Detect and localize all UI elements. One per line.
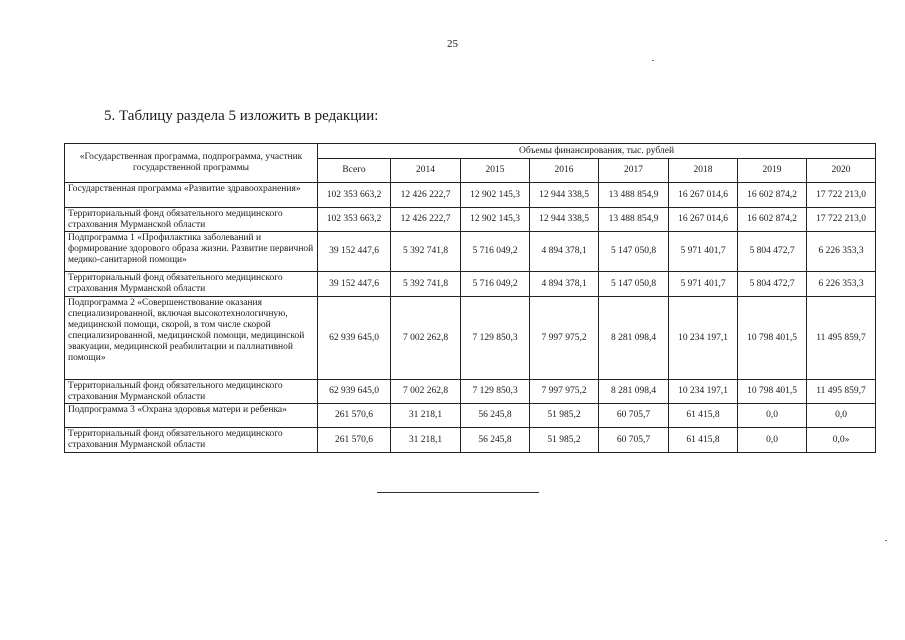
cell-2019: 10 798 401,5	[738, 297, 807, 380]
column-header-2020: 2020	[807, 159, 876, 183]
column-header-2018: 2018	[669, 159, 738, 183]
row-name: Подпрограмма 1 «Профилактика заболеваний и формирование здорового образа жизни. Развитие первичной медико-санитарной помощи»	[65, 232, 318, 272]
column-header-total: Всего	[318, 159, 391, 183]
cell-2014: 31 218,1	[391, 428, 461, 453]
cell-2019: 5 804 472,7	[738, 272, 807, 297]
cell-2017: 60 705,7	[599, 428, 669, 453]
cell-2014: 12 426 222,7	[391, 208, 461, 232]
cell-2018: 16 267 014,6	[669, 208, 738, 232]
cell-2014: 5 392 741,8	[391, 272, 461, 297]
row-name: Территориальный фонд обязательного медицинского страхования Мурманской области	[65, 380, 318, 404]
cell-2018: 10 234 197,1	[669, 297, 738, 380]
cell-2016: 7 997 975,2	[530, 380, 599, 404]
row-name: Подпрограмма 2 «Совершенствование оказания специализированной, включая высокотехнологичную, медицинской помощи, скорой, в том числе скорой специализированной, медицинской помощи, медицинской эвакуации, медицинской реабилитации и паллиативной помощи»	[65, 297, 318, 380]
cell-2015: 5 716 049,2	[461, 232, 530, 272]
cell-2019: 16 602 874,2	[738, 208, 807, 232]
cell-2014: 5 392 741,8	[391, 232, 461, 272]
column-header-2019: 2019	[738, 159, 807, 183]
cell-2016: 12 944 338,5	[530, 208, 599, 232]
cell-2020: 6 226 353,3	[807, 232, 876, 272]
row-name: Подпрограмма 3 «Охрана здоровья матери и ребенка»	[65, 404, 318, 428]
cell-2017: 8 281 098,4	[599, 297, 669, 380]
cell-2017: 60 705,7	[599, 404, 669, 428]
cell-2017: 5 147 050,8	[599, 272, 669, 297]
cell-2020: 6 226 353,3	[807, 272, 876, 297]
cell-2014: 7 002 262,8	[391, 297, 461, 380]
row-name: Территориальный фонд обязательного медицинского страхования Мурманской области	[65, 208, 318, 232]
row-name: Территориальный фонд обязательного медицинского страхования Мурманской области	[65, 428, 318, 453]
cell-2017: 13 488 854,9	[599, 208, 669, 232]
cell-total: 102 353 663,2	[318, 183, 391, 208]
table-row	[65, 297, 876, 380]
cell-2019: 10 798 401,5	[738, 380, 807, 404]
cell-2015: 5 716 049,2	[461, 272, 530, 297]
cell-2016: 51 985,2	[530, 428, 599, 453]
cell-2018: 5 971 401,7	[669, 272, 738, 297]
table-row	[65, 208, 876, 232]
cell-2014: 31 218,1	[391, 404, 461, 428]
program-column-header: «Государственная программа, подпрограмма, участник государственной программы	[65, 144, 318, 183]
row-name: Территориальный фонд обязательного медицинского страхования Мурманской области	[65, 272, 318, 297]
table-body	[65, 183, 876, 453]
cell-2017: 8 281 098,4	[599, 380, 669, 404]
cell-2016: 4 894 378,1	[530, 232, 599, 272]
table-row	[65, 428, 876, 453]
scan-speck	[885, 540, 887, 541]
column-header-2015: 2015	[461, 159, 530, 183]
cell-2016: 7 997 975,2	[530, 297, 599, 380]
cell-2017: 13 488 854,9	[599, 183, 669, 208]
funding-table	[64, 143, 876, 453]
cell-total: 102 353 663,2	[318, 208, 391, 232]
cell-2018: 61 415,8	[669, 428, 738, 453]
table-row	[65, 183, 876, 208]
cell-2015: 7 129 850,3	[461, 297, 530, 380]
cell-2015: 12 902 145,3	[461, 208, 530, 232]
cell-total: 62 939 645,0	[318, 297, 391, 380]
scan-speck	[652, 60, 654, 61]
cell-2017: 5 147 050,8	[599, 232, 669, 272]
cell-total: 261 570,6	[318, 428, 391, 453]
cell-2014: 7 002 262,8	[391, 380, 461, 404]
funding-header: Объемы финансирования, тыс. рублей	[318, 144, 876, 159]
section-heading: 5. Таблицу раздела 5 изложить в редакции:	[104, 108, 379, 124]
cell-2020: 17 722 213,0	[807, 208, 876, 232]
cell-2020: 11 495 859,7	[807, 297, 876, 380]
cell-2018: 10 234 197,1	[669, 380, 738, 404]
cell-2020: 11 495 859,7	[807, 380, 876, 404]
cell-total: 261 570,6	[318, 404, 391, 428]
table-row	[65, 404, 876, 428]
table-row	[65, 272, 876, 297]
page-number: 25	[447, 38, 458, 50]
cell-2016: 4 894 378,1	[530, 272, 599, 297]
cell-2014: 12 426 222,7	[391, 183, 461, 208]
cell-2020: 17 722 213,0	[807, 183, 876, 208]
cell-2018: 16 267 014,6	[669, 183, 738, 208]
row-name: Государственная программа «Развитие здравоохранения»	[65, 183, 318, 208]
cell-2016: 12 944 338,5	[530, 183, 599, 208]
column-header-2016: 2016	[530, 159, 599, 183]
cell-2019: 0,0	[738, 404, 807, 428]
column-header-2017: 2017	[599, 159, 669, 183]
cell-2018: 61 415,8	[669, 404, 738, 428]
cell-2016: 51 985,2	[530, 404, 599, 428]
cell-2018: 5 971 401,7	[669, 232, 738, 272]
cell-2015: 7 129 850,3	[461, 380, 530, 404]
table-header	[65, 144, 876, 183]
table-row	[65, 380, 876, 404]
cell-total: 62 939 645,0	[318, 380, 391, 404]
cell-2015: 56 245,8	[461, 428, 530, 453]
cell-total: 39 152 447,6	[318, 272, 391, 297]
footer-divider	[377, 492, 539, 493]
table-row	[65, 232, 876, 272]
column-header-2014: 2014	[391, 159, 461, 183]
cell-2015: 56 245,8	[461, 404, 530, 428]
cell-total: 39 152 447,6	[318, 232, 391, 272]
cell-2019: 0,0	[738, 428, 807, 453]
cell-2015: 12 902 145,3	[461, 183, 530, 208]
cell-2020: 0,0	[807, 404, 876, 428]
cell-2019: 5 804 472,7	[738, 232, 807, 272]
cell-2020: 0,0»	[807, 428, 876, 453]
cell-2019: 16 602 874,2	[738, 183, 807, 208]
